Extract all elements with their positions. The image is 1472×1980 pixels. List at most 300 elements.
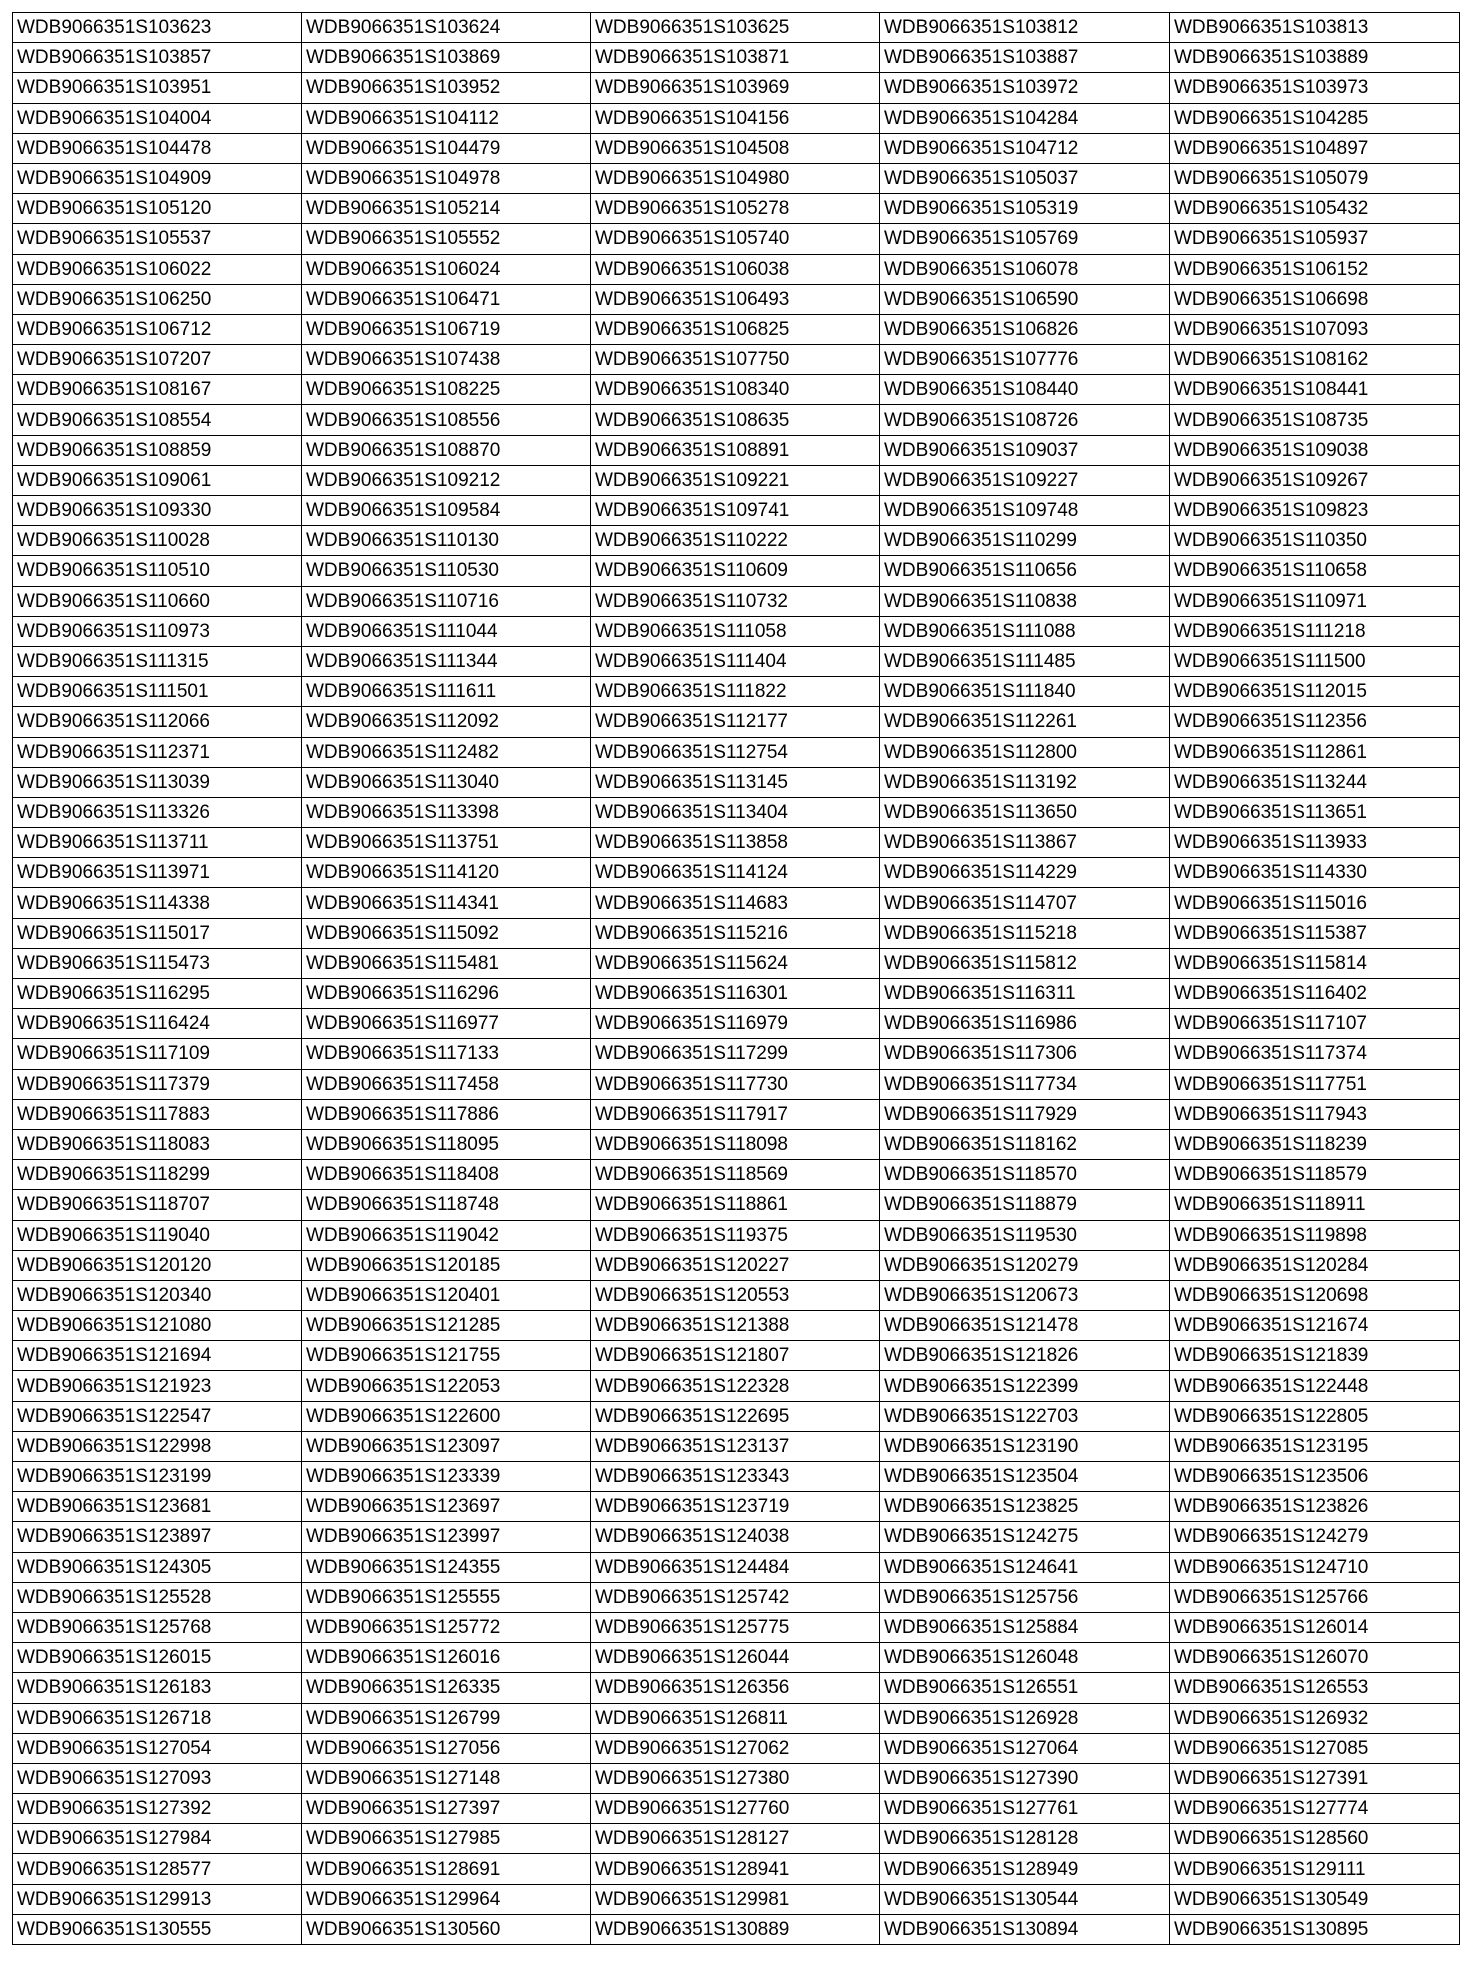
vin-cell: WDB9066351S126553 (1170, 1673, 1460, 1703)
vin-cell: WDB9066351S109038 (1170, 435, 1460, 465)
vin-cell: WDB9066351S110222 (591, 526, 880, 556)
table-row (13, 1794, 1460, 1824)
table-row (13, 1250, 1460, 1280)
table-row (13, 1582, 1460, 1612)
table-row (13, 918, 1460, 948)
vin-cell: WDB9066351S106493 (591, 284, 880, 314)
vin-cell: WDB9066351S126928 (880, 1703, 1170, 1733)
vin-cell: WDB9066351S128577 (13, 1854, 302, 1884)
table-row (13, 224, 1460, 254)
vin-cell: WDB9066351S130560 (302, 1914, 591, 1944)
vin-cell: WDB9066351S111840 (880, 677, 1170, 707)
table-row (13, 254, 1460, 284)
vin-cell: WDB9066351S129111 (1170, 1854, 1460, 1884)
vin-cell: WDB9066351S117306 (880, 1039, 1170, 1069)
vin-cell: WDB9066351S107093 (1170, 314, 1460, 344)
vin-cell: WDB9066351S126335 (302, 1673, 591, 1703)
vin-cell: WDB9066351S127054 (13, 1733, 302, 1763)
vin-cell: WDB9066351S108556 (302, 405, 591, 435)
vin-cell: WDB9066351S110973 (13, 616, 302, 646)
vin-cell: WDB9066351S123719 (591, 1492, 880, 1522)
vin-cell: WDB9066351S106038 (591, 254, 880, 284)
vin-cell: WDB9066351S104897 (1170, 133, 1460, 163)
vin-cell: WDB9066351S106022 (13, 254, 302, 284)
vin-cell: WDB9066351S109330 (13, 496, 302, 526)
vin-cell: WDB9066351S114707 (880, 888, 1170, 918)
vin-cell: WDB9066351S117751 (1170, 1069, 1460, 1099)
vin-cell: WDB9066351S130544 (880, 1884, 1170, 1914)
vin-cell: WDB9066351S110716 (302, 586, 591, 616)
vin-cell: WDB9066351S108859 (13, 435, 302, 465)
vin-table-body (13, 13, 1460, 1945)
vin-cell: WDB9066351S115016 (1170, 888, 1460, 918)
vin-cell: WDB9066351S103812 (880, 13, 1170, 43)
vin-cell: WDB9066351S123681 (13, 1492, 302, 1522)
vin-cell: WDB9066351S112066 (13, 707, 302, 737)
vin-cell: WDB9066351S117886 (302, 1099, 591, 1129)
table-row (13, 1220, 1460, 1250)
vin-cell: WDB9066351S105319 (880, 194, 1170, 224)
vin-cell: WDB9066351S112861 (1170, 737, 1460, 767)
vin-cell: WDB9066351S110350 (1170, 526, 1460, 556)
table-row (13, 1462, 1460, 1492)
vin-cell: WDB9066351S107207 (13, 345, 302, 375)
vin-cell: WDB9066351S104712 (880, 133, 1170, 163)
vin-cell: WDB9066351S123506 (1170, 1462, 1460, 1492)
vin-cell: WDB9066351S115216 (591, 918, 880, 948)
vin-cell: WDB9066351S127056 (302, 1733, 591, 1763)
vin-cell: WDB9066351S106698 (1170, 284, 1460, 314)
vin-cell: WDB9066351S106712 (13, 314, 302, 344)
table-row (13, 163, 1460, 193)
vin-cell: WDB9066351S129964 (302, 1884, 591, 1914)
table-row (13, 1431, 1460, 1461)
vin-cell: WDB9066351S105120 (13, 194, 302, 224)
table-row (13, 1129, 1460, 1159)
vin-cell: WDB9066351S122399 (880, 1371, 1170, 1401)
vin-cell: WDB9066351S110732 (591, 586, 880, 616)
table-row (13, 556, 1460, 586)
vin-cell: WDB9066351S108891 (591, 435, 880, 465)
vin-cell: WDB9066351S125766 (1170, 1582, 1460, 1612)
vin-cell: WDB9066351S108340 (591, 375, 880, 405)
vin-cell: WDB9066351S110510 (13, 556, 302, 586)
vin-cell: WDB9066351S127062 (591, 1733, 880, 1763)
table-row (13, 1552, 1460, 1582)
table-row (13, 1643, 1460, 1673)
vin-cell: WDB9066351S127093 (13, 1763, 302, 1793)
vin-cell: WDB9066351S111218 (1170, 616, 1460, 646)
vin-cell: WDB9066351S118579 (1170, 1160, 1460, 1190)
vin-cell: WDB9066351S127397 (302, 1794, 591, 1824)
vin-cell: WDB9066351S120340 (13, 1280, 302, 1310)
vin-cell: WDB9066351S103857 (13, 43, 302, 73)
vin-cell: WDB9066351S109741 (591, 496, 880, 526)
vin-cell: WDB9066351S124305 (13, 1552, 302, 1582)
vin-cell: WDB9066351S113751 (302, 828, 591, 858)
vin-cell: WDB9066351S115387 (1170, 918, 1460, 948)
table-row (13, 767, 1460, 797)
table-row (13, 13, 1460, 43)
vin-cell: WDB9066351S115218 (880, 918, 1170, 948)
vin-cell: WDB9066351S116296 (302, 979, 591, 1009)
table-row (13, 1824, 1460, 1854)
vin-cell: WDB9066351S126014 (1170, 1612, 1460, 1642)
vin-cell: WDB9066351S117730 (591, 1069, 880, 1099)
vin-cell: WDB9066351S118879 (880, 1190, 1170, 1220)
vin-cell: WDB9066351S124275 (880, 1522, 1170, 1552)
vin-cell: WDB9066351S127391 (1170, 1763, 1460, 1793)
vin-cell: WDB9066351S111088 (880, 616, 1170, 646)
vin-cell: WDB9066351S128127 (591, 1824, 880, 1854)
vin-cell: WDB9066351S115017 (13, 918, 302, 948)
vin-cell: WDB9066351S128560 (1170, 1824, 1460, 1854)
vin-cell: WDB9066351S117917 (591, 1099, 880, 1129)
vin-cell: WDB9066351S122805 (1170, 1401, 1460, 1431)
vin-cell: WDB9066351S109227 (880, 465, 1170, 495)
vin-cell: WDB9066351S116424 (13, 1009, 302, 1039)
table-row (13, 1311, 1460, 1341)
table-row (13, 707, 1460, 737)
vin-cell: WDB9066351S124279 (1170, 1522, 1460, 1552)
vin-cell: WDB9066351S111404 (591, 646, 880, 676)
vin-cell: WDB9066351S118239 (1170, 1129, 1460, 1159)
vin-cell: WDB9066351S121923 (13, 1371, 302, 1401)
vin-cell: WDB9066351S112261 (880, 707, 1170, 737)
vin-cell: WDB9066351S121694 (13, 1341, 302, 1371)
vin-cell: WDB9066351S122695 (591, 1401, 880, 1431)
vin-cell: WDB9066351S127380 (591, 1763, 880, 1793)
vin-cell: WDB9066351S105937 (1170, 224, 1460, 254)
vin-cell: WDB9066351S109823 (1170, 496, 1460, 526)
vin-cell: WDB9066351S115481 (302, 948, 591, 978)
vin-cell: WDB9066351S118911 (1170, 1190, 1460, 1220)
vin-cell: WDB9066351S122547 (13, 1401, 302, 1431)
vin-cell: WDB9066351S123190 (880, 1431, 1170, 1461)
vin-cell: WDB9066351S104004 (13, 103, 302, 133)
vin-cell: WDB9066351S126015 (13, 1643, 302, 1673)
table-row (13, 1733, 1460, 1763)
vin-cell: WDB9066351S121478 (880, 1311, 1170, 1341)
vin-cell: WDB9066351S106590 (880, 284, 1170, 314)
vin-cell: WDB9066351S126932 (1170, 1703, 1460, 1733)
vin-cell: WDB9066351S125756 (880, 1582, 1170, 1612)
vin-cell: WDB9066351S108635 (591, 405, 880, 435)
vin-cell: WDB9066351S118098 (591, 1129, 880, 1159)
vin-cell: WDB9066351S104508 (591, 133, 880, 163)
table-row (13, 1854, 1460, 1884)
table-row (13, 1401, 1460, 1431)
table-row (13, 1160, 1460, 1190)
vin-cell: WDB9066351S112800 (880, 737, 1170, 767)
vin-cell: WDB9066351S121674 (1170, 1311, 1460, 1341)
vin-cell: WDB9066351S113933 (1170, 828, 1460, 858)
vin-cell: WDB9066351S108735 (1170, 405, 1460, 435)
vin-cell: WDB9066351S114120 (302, 858, 591, 888)
vin-cell: WDB9066351S118748 (302, 1190, 591, 1220)
table-row (13, 797, 1460, 827)
vin-cell: WDB9066351S117929 (880, 1099, 1170, 1129)
vin-cell: WDB9066351S120120 (13, 1250, 302, 1280)
vin-cell: WDB9066351S108441 (1170, 375, 1460, 405)
vin-cell: WDB9066351S124038 (591, 1522, 880, 1552)
vin-cell: WDB9066351S110130 (302, 526, 591, 556)
vin-cell: WDB9066351S112015 (1170, 677, 1460, 707)
vin-cell: WDB9066351S105432 (1170, 194, 1460, 224)
vin-cell: WDB9066351S116295 (13, 979, 302, 1009)
vin-cell: WDB9066351S115812 (880, 948, 1170, 978)
vin-cell: WDB9066351S110660 (13, 586, 302, 616)
vin-cell: WDB9066351S111501 (13, 677, 302, 707)
vin-cell: WDB9066351S121839 (1170, 1341, 1460, 1371)
table-row (13, 314, 1460, 344)
table-row (13, 133, 1460, 163)
vin-cell: WDB9066351S113398 (302, 797, 591, 827)
table-row (13, 526, 1460, 556)
vin-cell: WDB9066351S103952 (302, 73, 591, 103)
vin-cell: WDB9066351S113244 (1170, 767, 1460, 797)
vin-cell: WDB9066351S124710 (1170, 1552, 1460, 1582)
table-row (13, 586, 1460, 616)
vin-cell: WDB9066351S103973 (1170, 73, 1460, 103)
vin-cell: WDB9066351S113326 (13, 797, 302, 827)
table-row (13, 677, 1460, 707)
vin-cell: WDB9066351S117133 (302, 1039, 591, 1069)
vin-cell: WDB9066351S108870 (302, 435, 591, 465)
vin-cell: WDB9066351S113039 (13, 767, 302, 797)
vin-cell: WDB9066351S111500 (1170, 646, 1460, 676)
vin-cell: WDB9066351S118299 (13, 1160, 302, 1190)
vin-cell: WDB9066351S108225 (302, 375, 591, 405)
vin-cell: WDB9066351S127985 (302, 1824, 591, 1854)
vin-cell: WDB9066351S125768 (13, 1612, 302, 1642)
vin-cell: WDB9066351S117883 (13, 1099, 302, 1129)
vin-cell: WDB9066351S111485 (880, 646, 1170, 676)
vin-cell: WDB9066351S122328 (591, 1371, 880, 1401)
vin-cell: WDB9066351S126718 (13, 1703, 302, 1733)
table-row (13, 43, 1460, 73)
vin-cell: WDB9066351S112482 (302, 737, 591, 767)
vin-cell: WDB9066351S111044 (302, 616, 591, 646)
vin-cell: WDB9066351S114683 (591, 888, 880, 918)
table-row (13, 1371, 1460, 1401)
vin-cell: WDB9066351S109748 (880, 496, 1170, 526)
vin-cell: WDB9066351S128941 (591, 1854, 880, 1884)
vin-cell: WDB9066351S115814 (1170, 948, 1460, 978)
vin-cell: WDB9066351S104156 (591, 103, 880, 133)
vin-cell: WDB9066351S105769 (880, 224, 1170, 254)
vin-cell: WDB9066351S113711 (13, 828, 302, 858)
vin-cell: WDB9066351S124355 (302, 1552, 591, 1582)
vin-cell: WDB9066351S110838 (880, 586, 1170, 616)
vin-cell: WDB9066351S128691 (302, 1854, 591, 1884)
vin-cell: WDB9066351S122448 (1170, 1371, 1460, 1401)
vin-cell: WDB9066351S105278 (591, 194, 880, 224)
vin-cell: WDB9066351S105740 (591, 224, 880, 254)
vin-cell: WDB9066351S123825 (880, 1492, 1170, 1522)
vin-cell: WDB9066351S103887 (880, 43, 1170, 73)
vin-cell: WDB9066351S126016 (302, 1643, 591, 1673)
vin-cell: WDB9066351S127984 (13, 1824, 302, 1854)
vin-cell: WDB9066351S109267 (1170, 465, 1460, 495)
vin-cell: WDB9066351S103625 (591, 13, 880, 43)
vin-cell: WDB9066351S103869 (302, 43, 591, 73)
vin-cell: WDB9066351S130889 (591, 1914, 880, 1944)
table-row (13, 103, 1460, 133)
vin-cell: WDB9066351S106471 (302, 284, 591, 314)
table-row (13, 1069, 1460, 1099)
table-row (13, 737, 1460, 767)
vin-cell: WDB9066351S110658 (1170, 556, 1460, 586)
vin-cell: WDB9066351S121755 (302, 1341, 591, 1371)
vin-cell: WDB9066351S113858 (591, 828, 880, 858)
vin-cell: WDB9066351S105037 (880, 163, 1170, 193)
vin-cell: WDB9066351S121807 (591, 1341, 880, 1371)
vin-cell: WDB9066351S111611 (302, 677, 591, 707)
vin-cell: WDB9066351S110530 (302, 556, 591, 586)
vin-cell: WDB9066351S127148 (302, 1763, 591, 1793)
vin-table (12, 12, 1460, 1945)
vin-cell: WDB9066351S111058 (591, 616, 880, 646)
vin-cell: WDB9066351S104284 (880, 103, 1170, 133)
vin-cell: WDB9066351S108162 (1170, 345, 1460, 375)
vin-cell: WDB9066351S120284 (1170, 1250, 1460, 1280)
table-row (13, 1612, 1460, 1642)
table-row (13, 1341, 1460, 1371)
vin-cell: WDB9066351S108167 (13, 375, 302, 405)
vin-cell: WDB9066351S111344 (302, 646, 591, 676)
vin-cell: WDB9066351S120227 (591, 1250, 880, 1280)
vin-cell: WDB9066351S120279 (880, 1250, 1170, 1280)
vin-cell: WDB9066351S123137 (591, 1431, 880, 1461)
vin-cell: WDB9066351S123339 (302, 1462, 591, 1492)
vin-cell: WDB9066351S116311 (880, 979, 1170, 1009)
vin-cell: WDB9066351S128949 (880, 1854, 1170, 1884)
table-row (13, 1190, 1460, 1220)
vin-cell: WDB9066351S118095 (302, 1129, 591, 1159)
vin-cell: WDB9066351S116402 (1170, 979, 1460, 1009)
vin-cell: WDB9066351S104285 (1170, 103, 1460, 133)
vin-cell: WDB9066351S129913 (13, 1884, 302, 1914)
vin-cell: WDB9066351S106250 (13, 284, 302, 314)
vin-cell: WDB9066351S109212 (302, 465, 591, 495)
vin-cell: WDB9066351S118861 (591, 1190, 880, 1220)
vin-cell: WDB9066351S118083 (13, 1129, 302, 1159)
vin-cell: WDB9066351S118570 (880, 1160, 1170, 1190)
vin-cell: WDB9066351S126799 (302, 1703, 591, 1733)
vin-cell: WDB9066351S115624 (591, 948, 880, 978)
vin-cell: WDB9066351S121285 (302, 1311, 591, 1341)
vin-cell: WDB9066351S123897 (13, 1522, 302, 1552)
vin-cell: WDB9066351S110656 (880, 556, 1170, 586)
vin-cell: WDB9066351S104980 (591, 163, 880, 193)
vin-cell: WDB9066351S106078 (880, 254, 1170, 284)
vin-cell: WDB9066351S120673 (880, 1280, 1170, 1310)
vin-cell: WDB9066351S109221 (591, 465, 880, 495)
vin-cell: WDB9066351S122053 (302, 1371, 591, 1401)
vin-cell: WDB9066351S112356 (1170, 707, 1460, 737)
vin-cell: WDB9066351S103871 (591, 43, 880, 73)
vin-cell: WDB9066351S105537 (13, 224, 302, 254)
vin-cell: WDB9066351S116301 (591, 979, 880, 1009)
vin-cell: WDB9066351S121826 (880, 1341, 1170, 1371)
vin-cell: WDB9066351S114341 (302, 888, 591, 918)
vin-cell: WDB9066351S103623 (13, 13, 302, 43)
vin-cell: WDB9066351S105214 (302, 194, 591, 224)
vin-cell: WDB9066351S117374 (1170, 1039, 1460, 1069)
vin-cell: WDB9066351S105552 (302, 224, 591, 254)
vin-cell: WDB9066351S110609 (591, 556, 880, 586)
vin-cell: WDB9066351S107776 (880, 345, 1170, 375)
vin-cell: WDB9066351S123343 (591, 1462, 880, 1492)
vin-cell: WDB9066351S125555 (302, 1582, 591, 1612)
vin-cell: WDB9066351S103969 (591, 73, 880, 103)
vin-cell: WDB9066351S112177 (591, 707, 880, 737)
vin-cell: WDB9066351S113145 (591, 767, 880, 797)
vin-cell: WDB9066351S109061 (13, 465, 302, 495)
vin-cell: WDB9066351S126070 (1170, 1643, 1460, 1673)
table-row (13, 1763, 1460, 1793)
vin-cell: WDB9066351S119898 (1170, 1220, 1460, 1250)
table-row (13, 345, 1460, 375)
vin-cell: WDB9066351S117107 (1170, 1009, 1460, 1039)
vin-cell: WDB9066351S120185 (302, 1250, 591, 1280)
vin-cell: WDB9066351S125772 (302, 1612, 591, 1642)
vin-cell: WDB9066351S104978 (302, 163, 591, 193)
vin-cell: WDB9066351S112754 (591, 737, 880, 767)
vin-cell: WDB9066351S125775 (591, 1612, 880, 1642)
table-row (13, 1884, 1460, 1914)
vin-cell: WDB9066351S103972 (880, 73, 1170, 103)
vin-cell: WDB9066351S126551 (880, 1673, 1170, 1703)
table-row (13, 948, 1460, 978)
vin-cell: WDB9066351S104479 (302, 133, 591, 163)
vin-cell: WDB9066351S106152 (1170, 254, 1460, 284)
vin-cell: WDB9066351S130894 (880, 1914, 1170, 1944)
table-row (13, 73, 1460, 103)
vin-cell: WDB9066351S127085 (1170, 1733, 1460, 1763)
vin-cell: WDB9066351S125528 (13, 1582, 302, 1612)
vin-cell: WDB9066351S116977 (302, 1009, 591, 1039)
vin-cell: WDB9066351S116986 (880, 1009, 1170, 1039)
vin-cell: WDB9066351S127064 (880, 1733, 1170, 1763)
vin-cell: WDB9066351S111822 (591, 677, 880, 707)
table-row (13, 1009, 1460, 1039)
vin-cell: WDB9066351S130555 (13, 1914, 302, 1944)
table-row (13, 1673, 1460, 1703)
table-row (13, 828, 1460, 858)
vin-cell: WDB9066351S115473 (13, 948, 302, 978)
table-row (13, 496, 1460, 526)
vin-cell: WDB9066351S118162 (880, 1129, 1170, 1159)
vin-cell: WDB9066351S123199 (13, 1462, 302, 1492)
table-row (13, 1280, 1460, 1310)
vin-cell: WDB9066351S114338 (13, 888, 302, 918)
vin-cell: WDB9066351S107750 (591, 345, 880, 375)
vin-cell: WDB9066351S119040 (13, 1220, 302, 1250)
vin-cell: WDB9066351S128128 (880, 1824, 1170, 1854)
vin-cell: WDB9066351S103813 (1170, 13, 1460, 43)
table-row (13, 1703, 1460, 1733)
table-row (13, 465, 1460, 495)
vin-cell: WDB9066351S122600 (302, 1401, 591, 1431)
vin-cell: WDB9066351S120401 (302, 1280, 591, 1310)
vin-cell: WDB9066351S118707 (13, 1190, 302, 1220)
vin-cell: WDB9066351S127761 (880, 1794, 1170, 1824)
table-row (13, 1099, 1460, 1129)
vin-cell: WDB9066351S117379 (13, 1069, 302, 1099)
vin-cell: WDB9066351S125884 (880, 1612, 1170, 1642)
